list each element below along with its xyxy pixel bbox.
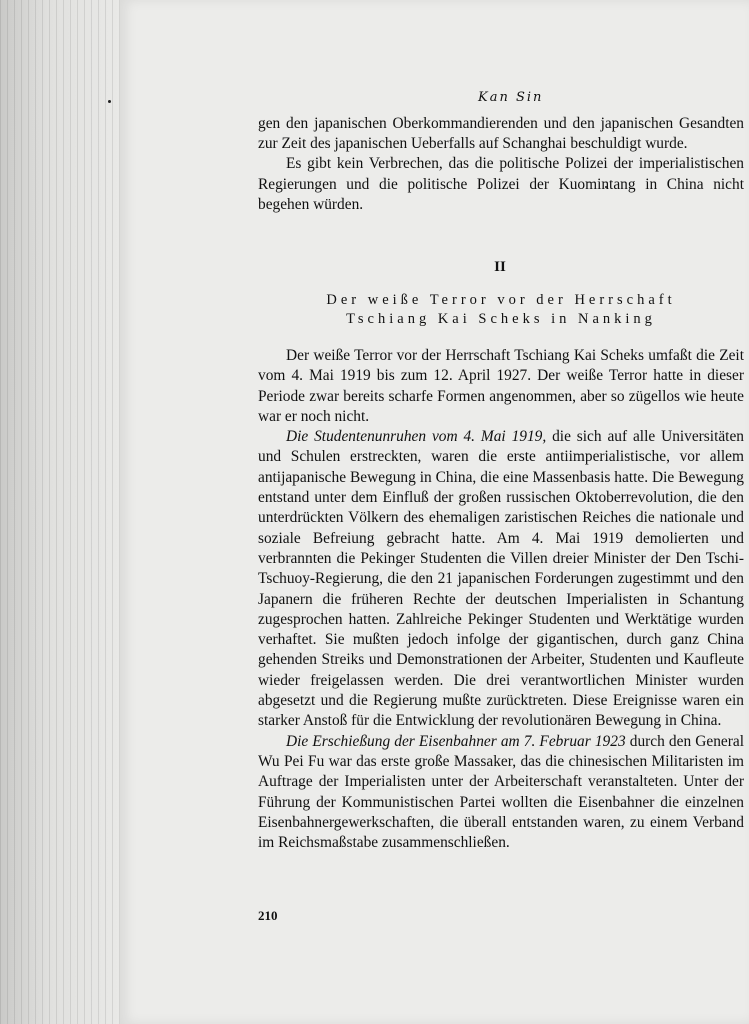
paragraph: Es gibt kein Verbrechen, das die politische Polizei der imperialistischen Regierungen und die politische Polizei der Kuomintang in China nicht begehen würden. (258, 155, 744, 213)
print-speck (108, 100, 111, 103)
paragraph (258, 427, 744, 731)
paragraph-text: durch den General Wu Pei Fu war das erste große Massaker, das die chinesischen Militaristen im Auftrage der Imperialisten unter der Arbeiterschaft veranstalteten. Unter der Führung der Kommunistischen Partei wollten die Eisenbahner die einzelnen Eisenbahnergewerkschaften, die überall entstanden waren, zu einem Verband im Reichsmaßstabe zusammenschließen. (258, 732, 744, 852)
continued-text (258, 114, 744, 215)
paragraph-text: die sich auf alle Universitäten und Schulen erstreckten, waren die erste antiimperialistische, vor allem antijapanische Bewegung in China, die eine Massenbasis hatte. Die Bewegung entstand unter dem Einfluß der großen russischen Oktoberrevolution, die den unterdrückten Völkern des ehemaligen zaristischen Reiches die nationale und soziale Befreiung gebracht hatte. Am 4. Mai 1919 demolierten und verbrannten die Pekinger Studenten die Villen dreier Minister der Den Tschi-Tschuoy-Regierung, die den 21 japanischen Forderungen zugestimmt und den Japanern die früheren Rechte der deutschen Imperialisten in Schantung zugesprochen hatten. Zahlreiche Pekinger Studenten und Werktätige wurden verhaftet. Sie mußten jedoch infolge der gigantischen, durch ganz China gehenden Streiks und Demonstrationen der Arbeiter, Studenten und Kaufleute wieder freigelassen werden. Die drei verantwortlichen Minister wurden abgesetzt und die Regierung mußte zurücktreten. Diese Ereignisse waren ein starker Anstoß für die Entwicklung der revolutionären Bewegung in China. (258, 428, 744, 730)
section-title-line: Der weiße Terror vor der Herrschaft (326, 292, 676, 308)
emphasized-lead: Die Studentenunruhen vom 4. Mai 1919, (286, 428, 547, 446)
section-title-line: Tschiang Kai Scheks in Nanking (346, 311, 656, 327)
running-head: Kan Sin (478, 90, 544, 105)
emphasized-lead: Die Erschießung der Eisenbahner am 7. Februar 1923 (286, 732, 626, 750)
paragraph (258, 732, 744, 854)
page-stack-edges (0, 0, 120, 1024)
paragraph-text: Der weiße Terror vor der Herrschaft Tschiang Kai Scheks umfaßt die Zeit vom 4. Mai 1919 bis zum 12. April 1927. Der weiße Terror hatte in dieser Periode zwar bereits scharfe Formen angenommen, aber so zügellos wie heute war er noch nicht. (258, 347, 744, 425)
page-number: 210 (258, 908, 278, 923)
paragraph (258, 346, 744, 427)
section-title (258, 291, 744, 329)
paragraph: gen den japanischen Oberkommandierenden und den japanischen Gesandten zur Zeit des japanischen Ueberfalls auf Schanghai beschuldigt wurde. (258, 115, 744, 153)
section-number: II (494, 259, 506, 275)
section-body (258, 346, 744, 853)
